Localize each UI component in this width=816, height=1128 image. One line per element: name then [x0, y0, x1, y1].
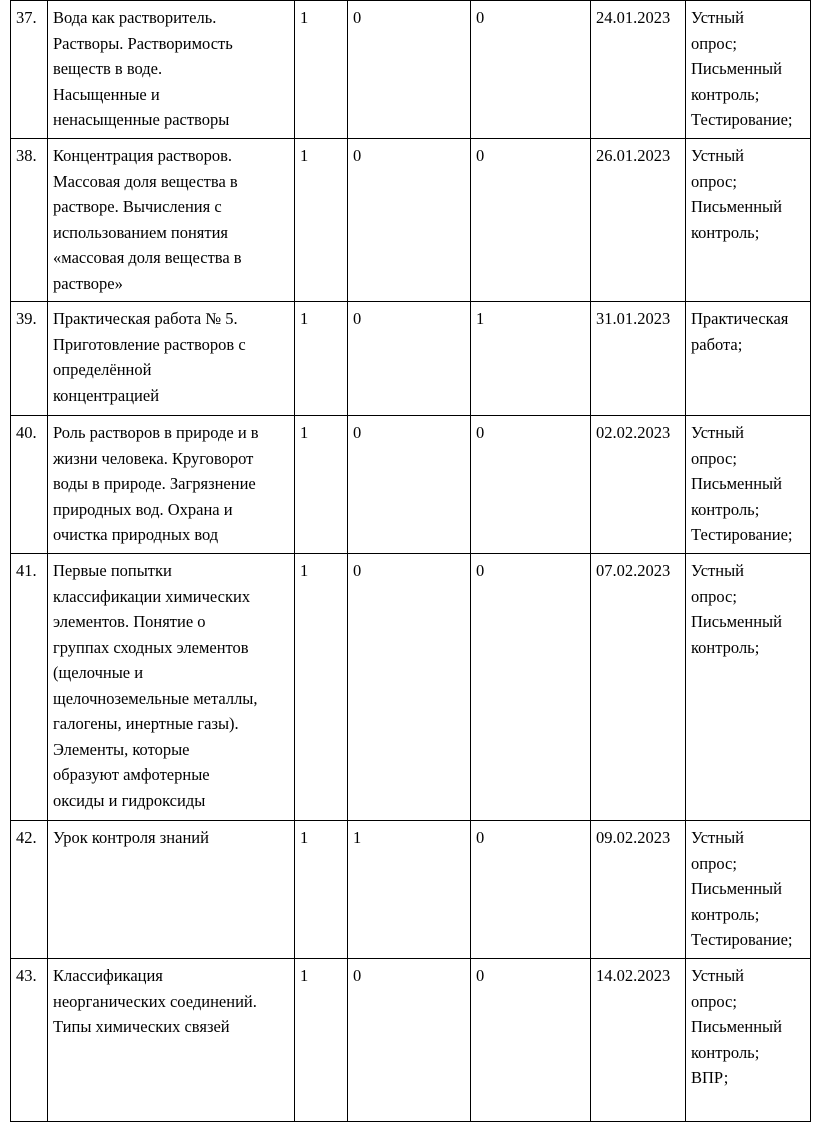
- lesson-date: 02.02.2023: [591, 416, 686, 554]
- hours-control: 0: [348, 139, 471, 302]
- control-forms-line: Устный: [691, 8, 744, 27]
- control-forms-line: Устный: [691, 423, 744, 442]
- control-forms-line: Письменный: [691, 59, 782, 78]
- lesson-topic-line: Первые попытки: [53, 561, 172, 580]
- control-forms-line: контроль;: [691, 904, 760, 924]
- control-forms-line: Письменный: [691, 474, 782, 493]
- lesson-number: 39.: [11, 302, 48, 416]
- control-forms-line: контроль;: [691, 84, 760, 104]
- lesson-topic-line: растворе»: [53, 273, 123, 293]
- lesson-topic-line: оксиды и гидроксиды: [53, 790, 206, 810]
- lesson-date: 24.01.2023: [591, 1, 686, 139]
- control-forms: [686, 821, 811, 959]
- control-forms-line: Письменный: [691, 197, 782, 216]
- lesson-number: 38.: [11, 139, 48, 302]
- control-forms-line: Тестирование;: [691, 930, 793, 949]
- control-forms-line: контроль;: [691, 499, 760, 519]
- lesson-topic-line: воды в природе. Загрязнение: [53, 474, 256, 493]
- table-row: [11, 821, 811, 959]
- lesson-topic-line: элементов. Понятие о: [53, 612, 206, 631]
- lesson-number: 40.: [11, 416, 48, 554]
- lesson-topic-line: группах сходных элементов: [53, 637, 249, 657]
- lesson-topic-line: определённой: [53, 360, 152, 379]
- hours-practical: 0: [471, 416, 591, 554]
- lesson-topic-line: Роль растворов в природе и в: [53, 423, 259, 442]
- lesson-topic-line: Урок контроля знаний: [53, 828, 209, 847]
- hours-practical: 0: [471, 1, 591, 139]
- lesson-topic-line: концентрацией: [53, 385, 160, 405]
- control-forms-line: контроль;: [691, 1042, 760, 1062]
- control-forms-line: Устный: [691, 146, 744, 165]
- control-forms-line: Устный: [691, 561, 744, 580]
- lesson-number: 43.: [11, 959, 48, 1122]
- control-forms: [686, 959, 811, 1122]
- lesson-topic-line: ненасыщенные растворы: [53, 110, 230, 129]
- lesson-topic-line: Насыщенные и: [53, 84, 160, 104]
- table-row: [11, 959, 811, 1122]
- control-forms-line: Практическая: [691, 309, 789, 328]
- control-forms-line: работа;: [691, 334, 743, 354]
- lesson-topic: [48, 416, 295, 554]
- hours-total: 1: [295, 959, 348, 1122]
- control-forms-line: ВПР;: [691, 1068, 729, 1087]
- hours-total: 1: [295, 302, 348, 416]
- lesson-topic-line: жизни человека. Круговорот: [53, 448, 254, 468]
- lesson-topic-line: щелочноземельные металлы,: [53, 688, 258, 708]
- control-forms-line: Устный: [691, 966, 744, 985]
- lesson-topic-line: Типы химических связей: [53, 1017, 230, 1036]
- lesson-topic: [48, 959, 295, 1122]
- lesson-topic-line: «массовая доля вещества в: [53, 248, 242, 267]
- hours-total: 1: [295, 1, 348, 139]
- control-forms-line: опрос;: [691, 991, 737, 1011]
- control-forms-line: опрос;: [691, 33, 737, 53]
- hours-total: 1: [295, 139, 348, 302]
- lesson-topic-line: природных вод. Охрана и: [53, 499, 233, 519]
- table-row: [11, 302, 811, 416]
- hours-total: 1: [295, 554, 348, 821]
- hours-practical: 0: [471, 139, 591, 302]
- lesson-topic-line: Массовая доля вещества в: [53, 171, 238, 191]
- hours-control: 0: [348, 554, 471, 821]
- lesson-topic: [48, 302, 295, 416]
- lesson-number: 41.: [11, 554, 48, 821]
- control-forms-line: контроль;: [691, 637, 760, 657]
- lesson-date: 31.01.2023: [591, 302, 686, 416]
- table-row: [11, 416, 811, 554]
- hours-total: 1: [295, 821, 348, 959]
- lesson-number: 42.: [11, 821, 48, 959]
- lesson-topic-line: (щелочные и: [53, 663, 144, 682]
- lesson-topic-line: Приготовление растворов с: [53, 334, 246, 354]
- hours-control: 0: [348, 302, 471, 416]
- hours-control: 0: [348, 959, 471, 1122]
- table-row: [11, 1, 811, 139]
- lesson-topic: [48, 1, 295, 139]
- hours-total: 1: [295, 416, 348, 554]
- control-forms-line: опрос;: [691, 853, 737, 873]
- hours-practical: 0: [471, 554, 591, 821]
- lesson-topic: [48, 554, 295, 821]
- lesson-number: 37.: [11, 1, 48, 139]
- control-forms-line: Устный: [691, 828, 744, 847]
- table-row: [11, 554, 811, 821]
- lesson-topic: [48, 139, 295, 302]
- lesson-topic-line: Практическая работа № 5.: [53, 309, 238, 328]
- lesson-date: 14.02.2023: [591, 959, 686, 1122]
- hours-practical: 1: [471, 302, 591, 416]
- lesson-topic-line: классификации химических: [53, 586, 251, 606]
- control-forms-line: Тестирование;: [691, 525, 793, 544]
- lesson-topic-line: Классификация: [53, 966, 163, 985]
- lesson-topic-line: очистка природных вод: [53, 525, 219, 544]
- control-forms: [686, 416, 811, 554]
- control-forms: [686, 302, 811, 416]
- lesson-topic-line: Концентрация растворов.: [53, 146, 233, 165]
- control-forms-line: контроль;: [691, 222, 760, 242]
- lesson-date: 26.01.2023: [591, 139, 686, 302]
- lesson-topic-line: использованием понятия: [53, 222, 229, 242]
- lesson-date: 09.02.2023: [591, 821, 686, 959]
- control-forms-line: опрос;: [691, 586, 737, 606]
- control-forms-line: Тестирование;: [691, 110, 793, 129]
- lesson-topic-line: Вода как растворитель.: [53, 8, 217, 27]
- lesson-topic-line: образуют амфотерные: [53, 765, 210, 784]
- hours-control: 0: [348, 1, 471, 139]
- lesson-plan-body: [11, 1, 811, 1122]
- control-forms-line: Письменный: [691, 879, 782, 898]
- hours-control: 0: [348, 416, 471, 554]
- control-forms: [686, 1, 811, 139]
- lesson-topic-line: неорганических соединений.: [53, 991, 257, 1011]
- control-forms: [686, 139, 811, 302]
- lesson-plan-table: [10, 0, 811, 1122]
- control-forms-line: опрос;: [691, 448, 737, 468]
- hours-control: 1: [348, 821, 471, 959]
- control-forms-line: Письменный: [691, 612, 782, 631]
- table-row: [11, 139, 811, 302]
- lesson-topic: [48, 821, 295, 959]
- control-forms-line: опрос;: [691, 171, 737, 191]
- hours-practical: 0: [471, 959, 591, 1122]
- lesson-topic-line: веществ в воде.: [53, 59, 163, 78]
- lesson-topic-line: Элементы, которые: [53, 739, 190, 759]
- lesson-topic-line: галогены, инертные газы).: [53, 714, 239, 733]
- control-forms-line: Письменный: [691, 1017, 782, 1036]
- lesson-topic-line: растворе. Вычисления с: [53, 197, 222, 216]
- control-forms: [686, 554, 811, 821]
- lesson-topic-line: Растворы. Растворимость: [53, 33, 233, 53]
- hours-practical: 0: [471, 821, 591, 959]
- lesson-date: 07.02.2023: [591, 554, 686, 821]
